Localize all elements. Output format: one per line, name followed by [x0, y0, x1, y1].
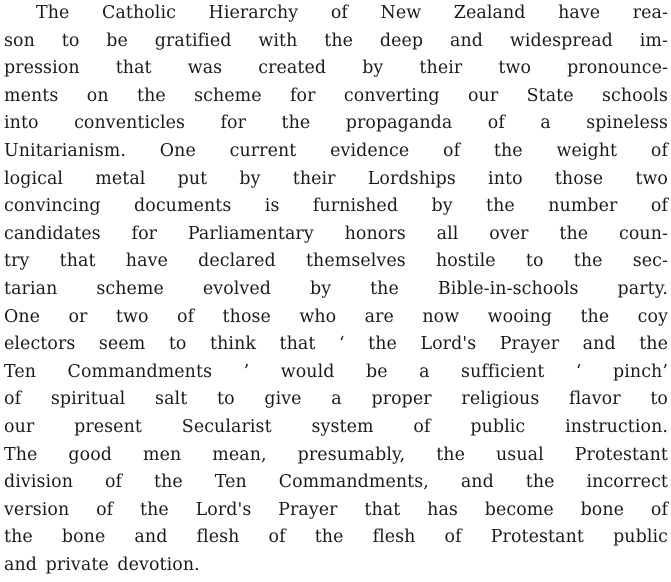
text-line: our present Secularist system of public instruction.: [4, 416, 668, 437]
text-line: son to be gratified with the deep and widespread im-: [4, 30, 668, 51]
text-line: into conventicles for the propaganda of a spineless: [4, 113, 668, 134]
text-line: division of the Ten Commandments, and the incorrect: [4, 472, 668, 493]
text-line: The good men mean, presumably, the usual Protestant: [4, 444, 668, 465]
text-line: version of the Lord's Prayer that has become bone of: [4, 499, 668, 520]
text-line: ments on the scheme for converting our State schools: [4, 85, 668, 106]
article-text: [4, 0, 668, 579]
text-line: logical metal put by their Lordships into those two: [4, 168, 668, 189]
text-line: Ten Commandments ’ would be a sufficient ‘ pinch’: [4, 361, 668, 382]
text-line: candidates for Parliamentary honors all over the coun-: [4, 223, 668, 244]
text-line: try that have declared themselves hostile to the sec-: [4, 251, 668, 272]
text-line: One or two of those who are now wooing the coy: [4, 306, 668, 327]
text-line: Unitarianism. One current evidence of the weight of: [4, 140, 668, 161]
text-line: convincing documents is furnished by the number of: [4, 196, 668, 217]
text-line: tarian scheme evolved by the Bible-in-schools party.: [4, 278, 668, 299]
text-line: of spiritual salt to give a proper religious flavor to: [4, 389, 668, 410]
text-line: and private devotion.: [4, 554, 200, 575]
text-line: The Catholic Hierarchy of New Zealand have rea-: [36, 3, 668, 23]
text-line: pression that was created by their two pronounce-: [4, 58, 668, 79]
text-line: the bone and flesh of the flesh of Protestant public: [4, 527, 668, 548]
text-line: electors seem to think that ‘ the Lord's Prayer and the: [4, 334, 668, 355]
